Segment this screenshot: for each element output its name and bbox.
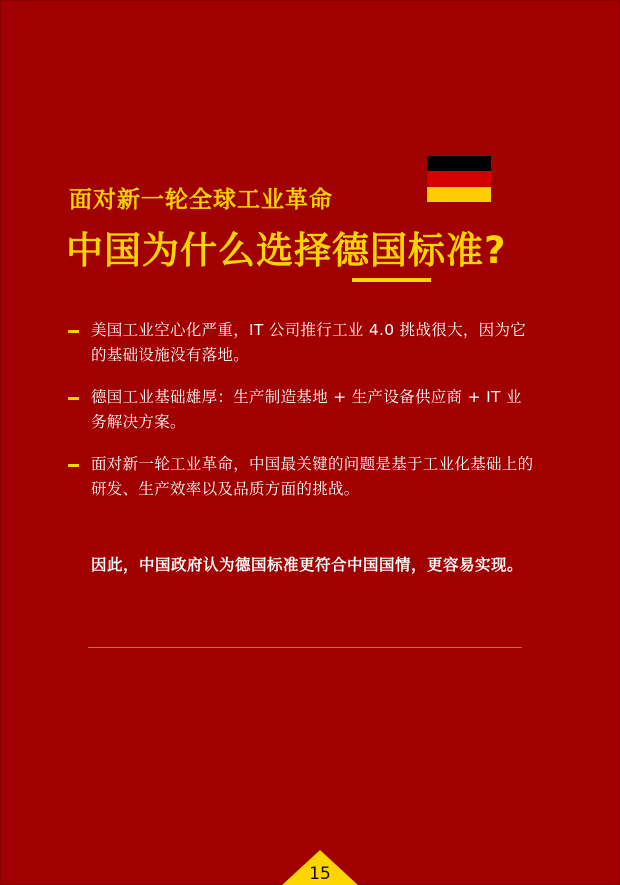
flag-stripe-gold [427, 187, 491, 202]
page-title: 中国为什么选择德国标准? [66, 229, 507, 272]
flag-stripe-black [427, 156, 491, 171]
bullet-dash-icon [68, 397, 79, 400]
bullet-text: 德国工业基础雄厚：生产制造基地 + 生产设备供应商 + IT 业务解决方案。 [91, 388, 522, 431]
page-number: 15 [309, 864, 331, 884]
bullet-text: 美国工业空心化严重，IT 公司推行工业 4.0 挑战很大，因为它的基础设施没有落地。 [91, 321, 527, 364]
bullet-list [66, 318, 536, 519]
page-subtitle: 面对新一轮全球工业革命 [69, 187, 333, 213]
bullet-dash-icon [68, 330, 79, 333]
bullet-item [66, 385, 536, 435]
bullet-item [66, 318, 536, 368]
bullet-dash-icon [68, 464, 79, 467]
bullet-text: 面对新一轮工业革命，中国最关键的问题是基于工业化基础上的研发、生产效率以及品质方面的挑战。 [91, 455, 534, 498]
bullet-item [66, 452, 536, 502]
germany-flag-icon [427, 156, 491, 202]
title-underline [352, 278, 431, 282]
flag-stripe-red [427, 171, 491, 186]
conclusion-text: 因此，中国政府认为德国标准更符合中国国情，更容易实现。 [91, 556, 524, 574]
page-number-badge [281, 850, 359, 885]
section-divider [88, 647, 522, 648]
